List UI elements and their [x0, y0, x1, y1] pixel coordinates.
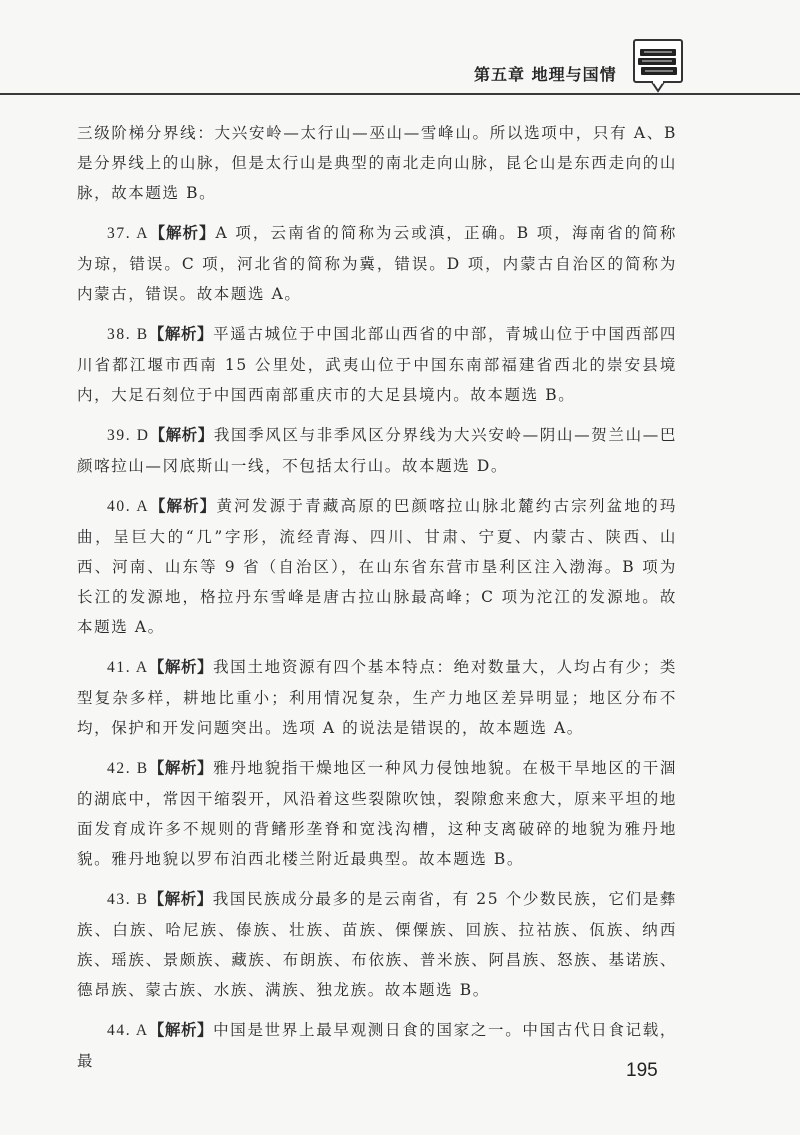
answer-explanations	[77, 118, 677, 1086]
answer-43	[77, 884, 677, 1005]
question-number: 42. B	[107, 760, 149, 777]
paragraph-text: 三级阶梯分界线：大兴安岭—太行山—巫山—雪峰山。所以选项中，只有 A、B 是分界线上的山脉，但是太行山是典型的南北走向山脉，昆仑山是东西走向的山脉，故本题选 B。	[77, 124, 677, 202]
question-number: 43. B	[107, 891, 149, 908]
book-stack-icon	[628, 36, 688, 96]
answer-38	[77, 319, 677, 410]
chapter-title: 第五章 地理与国情	[474, 65, 617, 84]
paragraph-text: 我国土地资源有四个基本特点：绝对数量大，人均占有少；类型复杂多样，耕地比重小；利用情况复杂，生产力地区差异明显；地区分布不均，保护和开发问题突出。选项 A 的说法是错误的，故本题选 A。	[77, 658, 677, 737]
answer-42	[77, 753, 677, 874]
analysis-tag: 【解析】	[148, 890, 213, 908]
analysis-tag: 【解析】	[149, 426, 214, 444]
analysis-tag: 【解析】	[148, 325, 214, 343]
question-number: 41. A	[107, 659, 149, 676]
question-number: 44. A	[107, 1022, 149, 1039]
question-number: 37. A	[107, 225, 150, 242]
question-number: 40. A	[107, 498, 150, 515]
paragraph-text: 我国季风区与非季风区分界线为大兴安岭—阴山—贺兰山—巴颜喀拉山—冈底斯山一线，不包括太行山。故本题选 D。	[77, 426, 677, 475]
answer-44	[77, 1015, 677, 1076]
answer-39	[77, 420, 677, 481]
analysis-tag: 【解析】	[149, 224, 216, 242]
header-divider	[0, 93, 800, 95]
question-number: 38. B	[107, 326, 149, 343]
answer-37	[77, 218, 677, 309]
paragraph-text: 中国是世界上最早观测日食的国家之一。中国古代日食记载，最	[77, 1021, 677, 1070]
analysis-tag: 【解析】	[148, 658, 214, 676]
paragraph-text: 平遥古城位于中国北部山西省的中部，青城山位于中国西部四川省都江堰市西南 15 公里处，武夷山位于中国东南部福建省西北的崇安县境内，大足石刻位于中国西南部重庆市的大足县境内。故本题选 B。	[77, 325, 677, 404]
answer-41	[77, 652, 677, 743]
paragraph-continued	[77, 118, 677, 208]
paragraph-text: 黄河发源于青藏高原的巴颜喀拉山脉北麓约古宗列盆地的玛曲，呈巨大的“几”字形，流经青海、四川、甘肃、宁夏、内蒙古、陕西、山西、河南、山东等 9 省（自治区），在山东省东营市垦利区注入渤海。B 项为长江的发源地，格拉丹东雪峰是唐古拉山脉最高峰；C 项为沱江的发源地。故本题选 A。	[77, 497, 677, 636]
page-header	[0, 0, 800, 100]
question-number: 39. D	[107, 427, 150, 444]
paragraph-text: 雅丹地貌指干燥地区一种风力侵蚀地貌。在极干旱地区的干涸的湖底中，常因干缩裂开，风沿着这些裂隙吹蚀，裂隙愈来愈大，原来平坦的地面发育成许多不规则的背鳍形垄脊和宽浅沟槽，这种支离破碎的地貌为雅丹地貌。雅丹地貌以罗布泊西北楼兰附近最典型。故本题选 B。	[77, 759, 677, 868]
paragraph-text: A 项，云南省的简称为云或滇，正确。B 项，海南省的简称为琼，错误。C 项，河北省的简称为冀，错误。D 项，内蒙古自治区的简称为内蒙古，错误。故本题选 A。	[77, 224, 677, 303]
analysis-tag: 【解析】	[148, 759, 214, 777]
analysis-tag: 【解析】	[148, 1021, 214, 1039]
answer-40	[77, 491, 677, 642]
analysis-tag: 【解析】	[149, 497, 217, 515]
paragraph-text: 我国民族成分最多的是云南省，有 25 个少数民族，它们是彝族、白族、哈尼族、傣族、壮族、苗族、傈僳族、回族、拉祜族、佤族、纳西族、瑶族、景颇族、藏族、布朗族、布依族、普米族、阿昌族、怒族、基诺族、德昂族、蒙古族、水族、满族、独龙族。故本题选 B。	[77, 890, 677, 999]
page-number: 195	[626, 1060, 658, 1081]
